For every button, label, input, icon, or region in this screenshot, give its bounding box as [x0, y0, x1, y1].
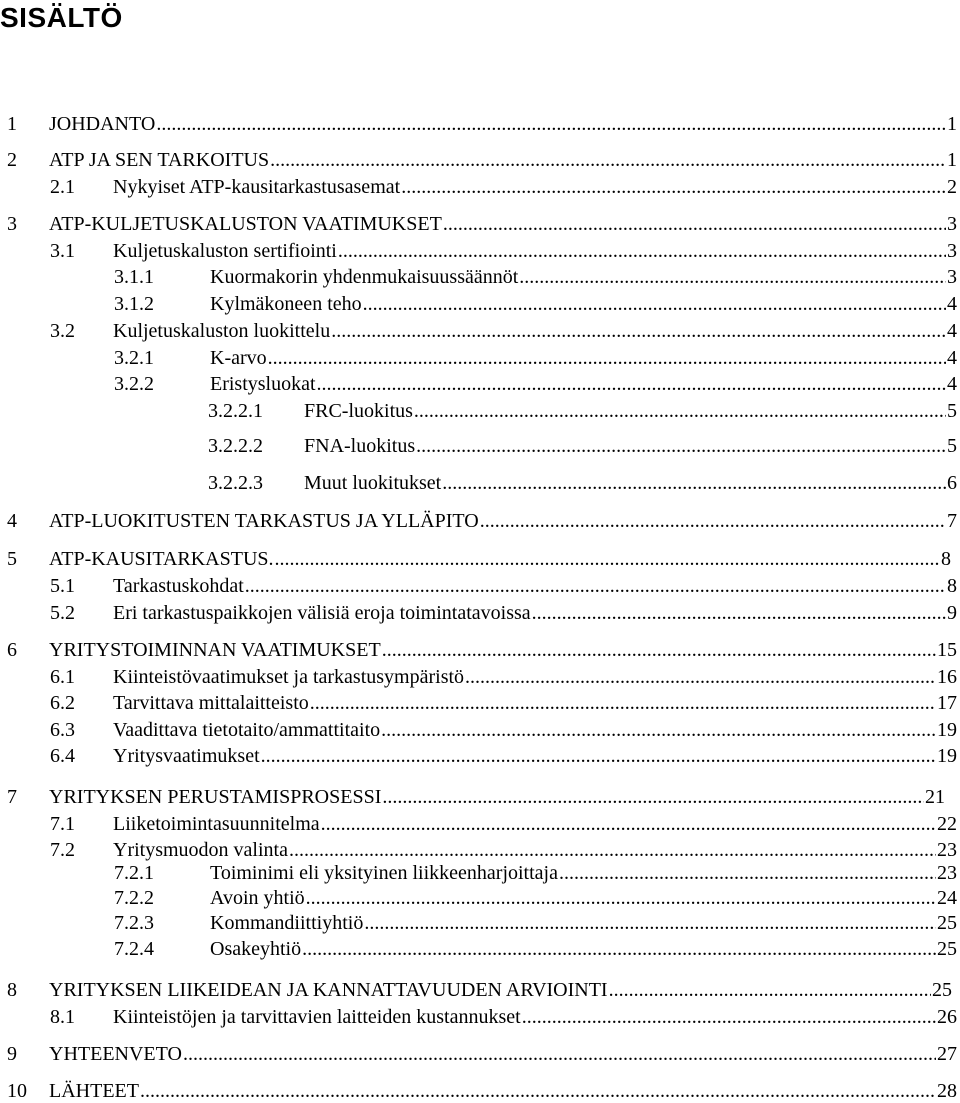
toc-number: 3.2.2.3 — [208, 472, 263, 494]
toc-entry-5-1[interactable] — [50, 574, 957, 598]
toc-page-number: 3 — [947, 213, 957, 235]
toc-number: 5.1 — [50, 575, 75, 597]
toc-page-number: 27 — [937, 1043, 957, 1065]
toc-entry-5[interactable] — [7, 547, 951, 571]
toc-number: 6.1 — [50, 666, 75, 688]
toc-page-number: 3 — [947, 266, 957, 288]
toc-number: 2.1 — [50, 176, 75, 198]
toc-page-number: 24 — [937, 887, 957, 909]
toc-entry-8[interactable] — [7, 978, 952, 1002]
toc-label: YRITYKSEN LIIKEIDEAN JA KANNATTAVUUDEN ARVIOINTI — [49, 979, 608, 1001]
toc-entry-3-2-2-3[interactable] — [208, 471, 957, 495]
toc-entry-9[interactable] — [7, 1042, 957, 1066]
toc-number: 7.2.2 — [114, 887, 154, 909]
toc-label: ATP-KULJETUSKALUSTON VAATIMUKSET — [49, 213, 442, 235]
toc-label: Toiminimi eli yksityinen liikkeenharjoittaja — [210, 862, 558, 884]
toc-leader-dots — [443, 212, 946, 236]
toc-label: Yritysvaatimukset — [113, 745, 260, 767]
toc-leader-dots — [609, 978, 931, 1002]
toc-page-number: 19 — [937, 719, 957, 741]
toc-leader-dots — [465, 665, 936, 689]
toc-leader-dots — [382, 638, 936, 662]
toc-leader-dots — [302, 937, 936, 961]
toc-number: 7.1 — [50, 813, 75, 835]
toc-label: Kuljetuskaluston sertifiointi — [113, 240, 337, 262]
toc-entry-3-2[interactable] — [50, 319, 957, 343]
toc-number: 6.4 — [50, 745, 75, 767]
toc-leader-dots — [289, 838, 936, 862]
toc-number: 3.2.1 — [114, 347, 154, 369]
page-title: SISÄLTÖ — [0, 2, 123, 33]
toc-page-number: 22 — [937, 813, 957, 835]
toc-label: Eri tarkastuspaikkojen välisiä eroja toimintatavoissa — [113, 602, 531, 624]
toc-entry-2[interactable] — [7, 148, 957, 172]
toc-leader-dots — [401, 175, 946, 199]
toc-page-number: 23 — [937, 839, 957, 861]
toc-entry-10[interactable] — [7, 1079, 957, 1103]
toc-number: 2 — [7, 149, 17, 171]
toc-label: Vaadittava tietotaito/ammattitaito — [113, 719, 381, 741]
toc-number: 9 — [7, 1043, 17, 1065]
toc-entry-6[interactable] — [7, 638, 957, 662]
toc-number: 3.2.2.2 — [208, 435, 263, 457]
toc-entry-4[interactable] — [7, 509, 957, 533]
toc-page-number: 5 — [947, 435, 957, 457]
toc-leader-dots — [519, 265, 946, 289]
toc-page-number: 1 — [947, 149, 957, 171]
toc-label: Tarkastuskohdat — [113, 575, 244, 597]
toc-number: 7.2 — [50, 839, 75, 861]
toc-leader-dots — [245, 574, 946, 598]
toc-label: K-arvo — [210, 347, 267, 369]
toc-leader-dots — [331, 319, 946, 343]
toc-entry-7-2[interactable] — [50, 838, 957, 862]
toc-leader-dots — [156, 112, 946, 136]
toc-page-number: 8 — [941, 548, 951, 570]
toc-label: Kylmäkoneen teho — [210, 293, 362, 315]
toc-entry-3-2-1[interactable] — [114, 346, 957, 370]
toc-page-number: 21 — [925, 786, 945, 808]
toc-label: JOHDANTO — [49, 113, 156, 135]
toc-entry-3-2-2[interactable] — [114, 372, 957, 396]
toc-leader-dots — [140, 1079, 936, 1103]
toc-entry-7-2-3[interactable] — [114, 911, 957, 935]
toc-number: 6.2 — [50, 692, 75, 714]
toc-entry-1[interactable] — [7, 112, 957, 136]
toc-page-number: 17 — [937, 692, 957, 714]
toc-entry-3-2-2-2[interactable] — [208, 434, 957, 458]
toc-number: 3.1 — [50, 240, 75, 262]
toc-page-number: 28 — [937, 1080, 957, 1102]
toc-entry-3[interactable] — [7, 212, 957, 236]
toc-label: YRITYSTOIMINNAN VAATIMUKSET — [49, 639, 381, 661]
toc-label: Kommandiittiyhtiö — [210, 912, 364, 934]
toc-label: Muut luokitukset — [304, 472, 442, 494]
toc-number: 10 — [7, 1080, 27, 1102]
toc-leader-dots — [364, 911, 936, 935]
toc-entry-3-1[interactable] — [50, 239, 957, 263]
toc-page-number: 25 — [937, 912, 957, 934]
toc-page-number: 1 — [947, 113, 957, 135]
toc-entry-3-2-2-1[interactable] — [208, 399, 957, 423]
toc-number: 3.1.1 — [114, 266, 154, 288]
toc-entry-7-2-1[interactable] — [114, 861, 957, 885]
toc-number: 8 — [7, 979, 17, 1001]
toc-label: LÄHTEET — [49, 1080, 139, 1102]
toc-number: 1 — [7, 113, 17, 135]
toc-leader-dots — [363, 292, 946, 316]
toc-number: 6.3 — [50, 719, 75, 741]
toc-leader-dots — [317, 372, 946, 396]
toc-leader-dots — [522, 1005, 936, 1029]
toc-number: 6 — [7, 639, 17, 661]
toc-number: 4 — [7, 510, 17, 532]
toc-leader-dots — [268, 346, 946, 370]
toc-label: Osakeyhtiö — [210, 938, 302, 960]
toc-entry-6-2[interactable] — [50, 691, 957, 715]
toc-leader-dots — [261, 744, 936, 768]
toc-label: Tarvittava mittalaitteisto — [113, 692, 309, 714]
toc-entry-7-2-4[interactable] — [114, 937, 957, 961]
toc-leader-dots — [416, 434, 946, 458]
toc-page-number: 3 — [947, 240, 957, 262]
toc-page-number: 4 — [947, 320, 957, 342]
toc-page-number: 23 — [937, 862, 957, 884]
toc-leader-dots — [382, 785, 924, 809]
toc-leader-dots — [310, 691, 936, 715]
toc-page-number: 7 — [947, 510, 957, 532]
toc-leader-dots — [183, 1042, 936, 1066]
toc-entry-6-1[interactable] — [50, 665, 957, 689]
toc-label: Kiinteistöjen ja tarvittavien laitteiden kustannukset — [113, 1006, 521, 1028]
toc-page-number: 19 — [937, 745, 957, 767]
toc-label: Yritysmuodon valinta — [113, 839, 288, 861]
toc-label: FNA-luokitus — [304, 435, 416, 457]
toc-label: Nykyiset ATP-kausitarkastusasemat — [113, 176, 401, 198]
toc-page-number: 26 — [937, 1006, 957, 1028]
toc-leader-dots — [381, 718, 936, 742]
toc-number: 5.2 — [50, 602, 75, 624]
toc-label: ATP JA SEN TARKOITUS — [49, 149, 270, 171]
toc-number: 7.2.1 — [114, 862, 154, 884]
toc-leader-dots — [532, 601, 946, 625]
toc-leader-dots — [321, 812, 936, 836]
toc-page-number: 25 — [937, 938, 957, 960]
toc-page-number: 6 — [947, 472, 957, 494]
toc-leader-dots — [559, 861, 936, 885]
toc-label: FRC-luokitus — [304, 400, 413, 422]
toc-leader-dots — [306, 886, 936, 910]
toc-page-number: 4 — [947, 373, 957, 395]
toc-label: Kuljetuskaluston luokittelu — [113, 320, 331, 342]
toc-number: 3.1.2 — [114, 293, 154, 315]
toc-label: Liiketoimintasuunnitelma — [113, 813, 320, 835]
toc-label: YHTEENVETO — [49, 1043, 182, 1065]
toc-entry-3-1-2[interactable] — [114, 292, 957, 316]
toc-page-number: 8 — [947, 575, 957, 597]
toc-leader-dots — [270, 148, 946, 172]
toc-page-number: 4 — [947, 347, 957, 369]
toc-number: 3.2 — [50, 320, 75, 342]
toc-leader-dots — [442, 471, 946, 495]
toc-page-number: 5 — [947, 400, 957, 422]
toc-page-number: 9 — [947, 602, 957, 624]
toc-page-number: 16 — [937, 666, 957, 688]
toc-label: Avoin yhtiö — [210, 887, 305, 909]
toc-number: 3.2.2 — [114, 373, 154, 395]
toc-number: 7.2.4 — [114, 938, 154, 960]
toc-number: 3.2.2.1 — [208, 400, 263, 422]
toc-leader-dots — [480, 509, 946, 533]
toc-number: 3 — [7, 213, 17, 235]
toc-entry-8-1[interactable] — [50, 1005, 957, 1029]
toc-leader-dots — [414, 399, 946, 423]
toc-number: 8.1 — [50, 1006, 75, 1028]
toc-entry-7-1[interactable] — [50, 812, 957, 836]
toc-entry-6-3[interactable] — [50, 718, 957, 742]
toc-number: 7.2.3 — [114, 912, 154, 934]
toc-page-number: 4 — [947, 293, 957, 315]
toc-label: YRITYKSEN PERUSTAMISPROSESSI — [49, 786, 382, 808]
toc-label: ATP-LUOKITUSTEN TARKASTUS JA YLLÄPITO — [49, 510, 479, 532]
toc-label: Eristysluokat — [210, 373, 316, 395]
toc-label: Kiinteistövaatimukset ja tarkastusympäristö — [113, 666, 465, 688]
toc-entry-3-1-1[interactable] — [114, 265, 957, 289]
toc-leader-dots — [338, 239, 946, 263]
toc-number: 5 — [7, 548, 17, 570]
toc-label: Kuormakorin yhdenmukaisuussäännöt — [210, 266, 519, 288]
toc-page-number: 2 — [947, 176, 957, 198]
toc-page-number: 25 — [932, 979, 952, 1001]
toc-leader-dots — [275, 547, 940, 571]
toc-entry-7-2-2[interactable] — [114, 886, 957, 910]
toc-number: 7 — [7, 786, 17, 808]
toc-label: ATP-KAUSITARKASTUS. — [49, 548, 274, 570]
toc-page-number: 15 — [937, 639, 957, 661]
toc-entry-5-2[interactable] — [50, 601, 957, 625]
toc-entry-2-1[interactable] — [50, 175, 957, 199]
toc-entry-6-4[interactable] — [50, 744, 957, 768]
toc-entry-7[interactable] — [7, 785, 945, 809]
